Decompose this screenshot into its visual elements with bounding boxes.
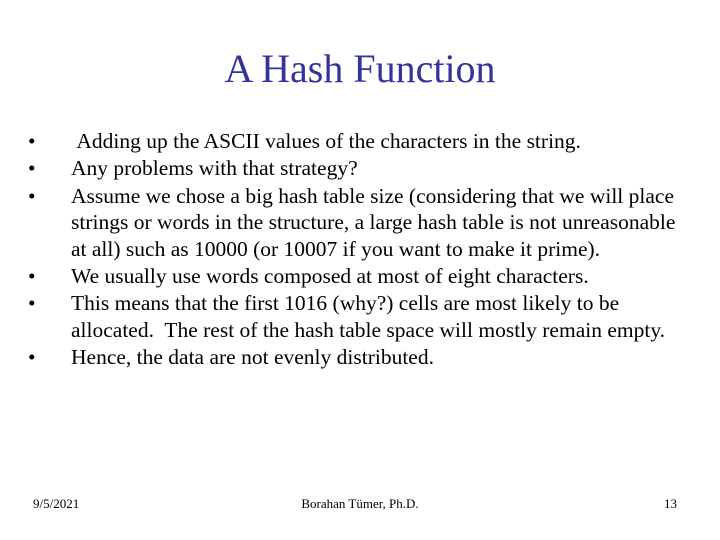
bullet-text: Hence, the data are not evenly distributed. xyxy=(71,345,434,370)
footer-author: Borahan Tümer, Ph.D. xyxy=(301,496,419,511)
bullet-icon: • xyxy=(28,291,36,316)
footer-date: 9/5/2021 xyxy=(33,496,80,511)
bullet-icon: • xyxy=(28,183,36,208)
bullet-icon: • xyxy=(28,156,36,181)
bullet-item xyxy=(28,290,688,343)
bullet-icon: • xyxy=(28,129,36,153)
bullet-item xyxy=(28,344,688,370)
bullet-item xyxy=(28,263,688,289)
bullet-text: This means that the first 1016 (why?) cells are most likely to be allocated. The rest of the hash table space will mostly remain empty. xyxy=(71,291,666,342)
bullet-text: We usually use words composed at most of eight characters. xyxy=(71,264,589,289)
bullet-text: Assume we chose a big hash table size (considering that we will place strings or words in the structure, a large hash table is not unreasonable at all) such as 10000 (or 10007 if you want to make it prime). xyxy=(71,183,676,261)
slide-title: A Hash Function xyxy=(224,46,496,91)
bullet-text: Adding up the ASCII values of the characters in the string. xyxy=(71,129,581,153)
bullet-item xyxy=(28,183,688,262)
bullet-text: Any problems with that strategy? xyxy=(71,156,358,181)
bullet-item xyxy=(28,155,688,181)
bullet-icon: • xyxy=(28,345,36,370)
bullet-item xyxy=(28,128,688,154)
page-number: 13 xyxy=(664,496,677,511)
bullet-icon: • xyxy=(28,264,36,289)
bullet-list xyxy=(28,128,688,372)
